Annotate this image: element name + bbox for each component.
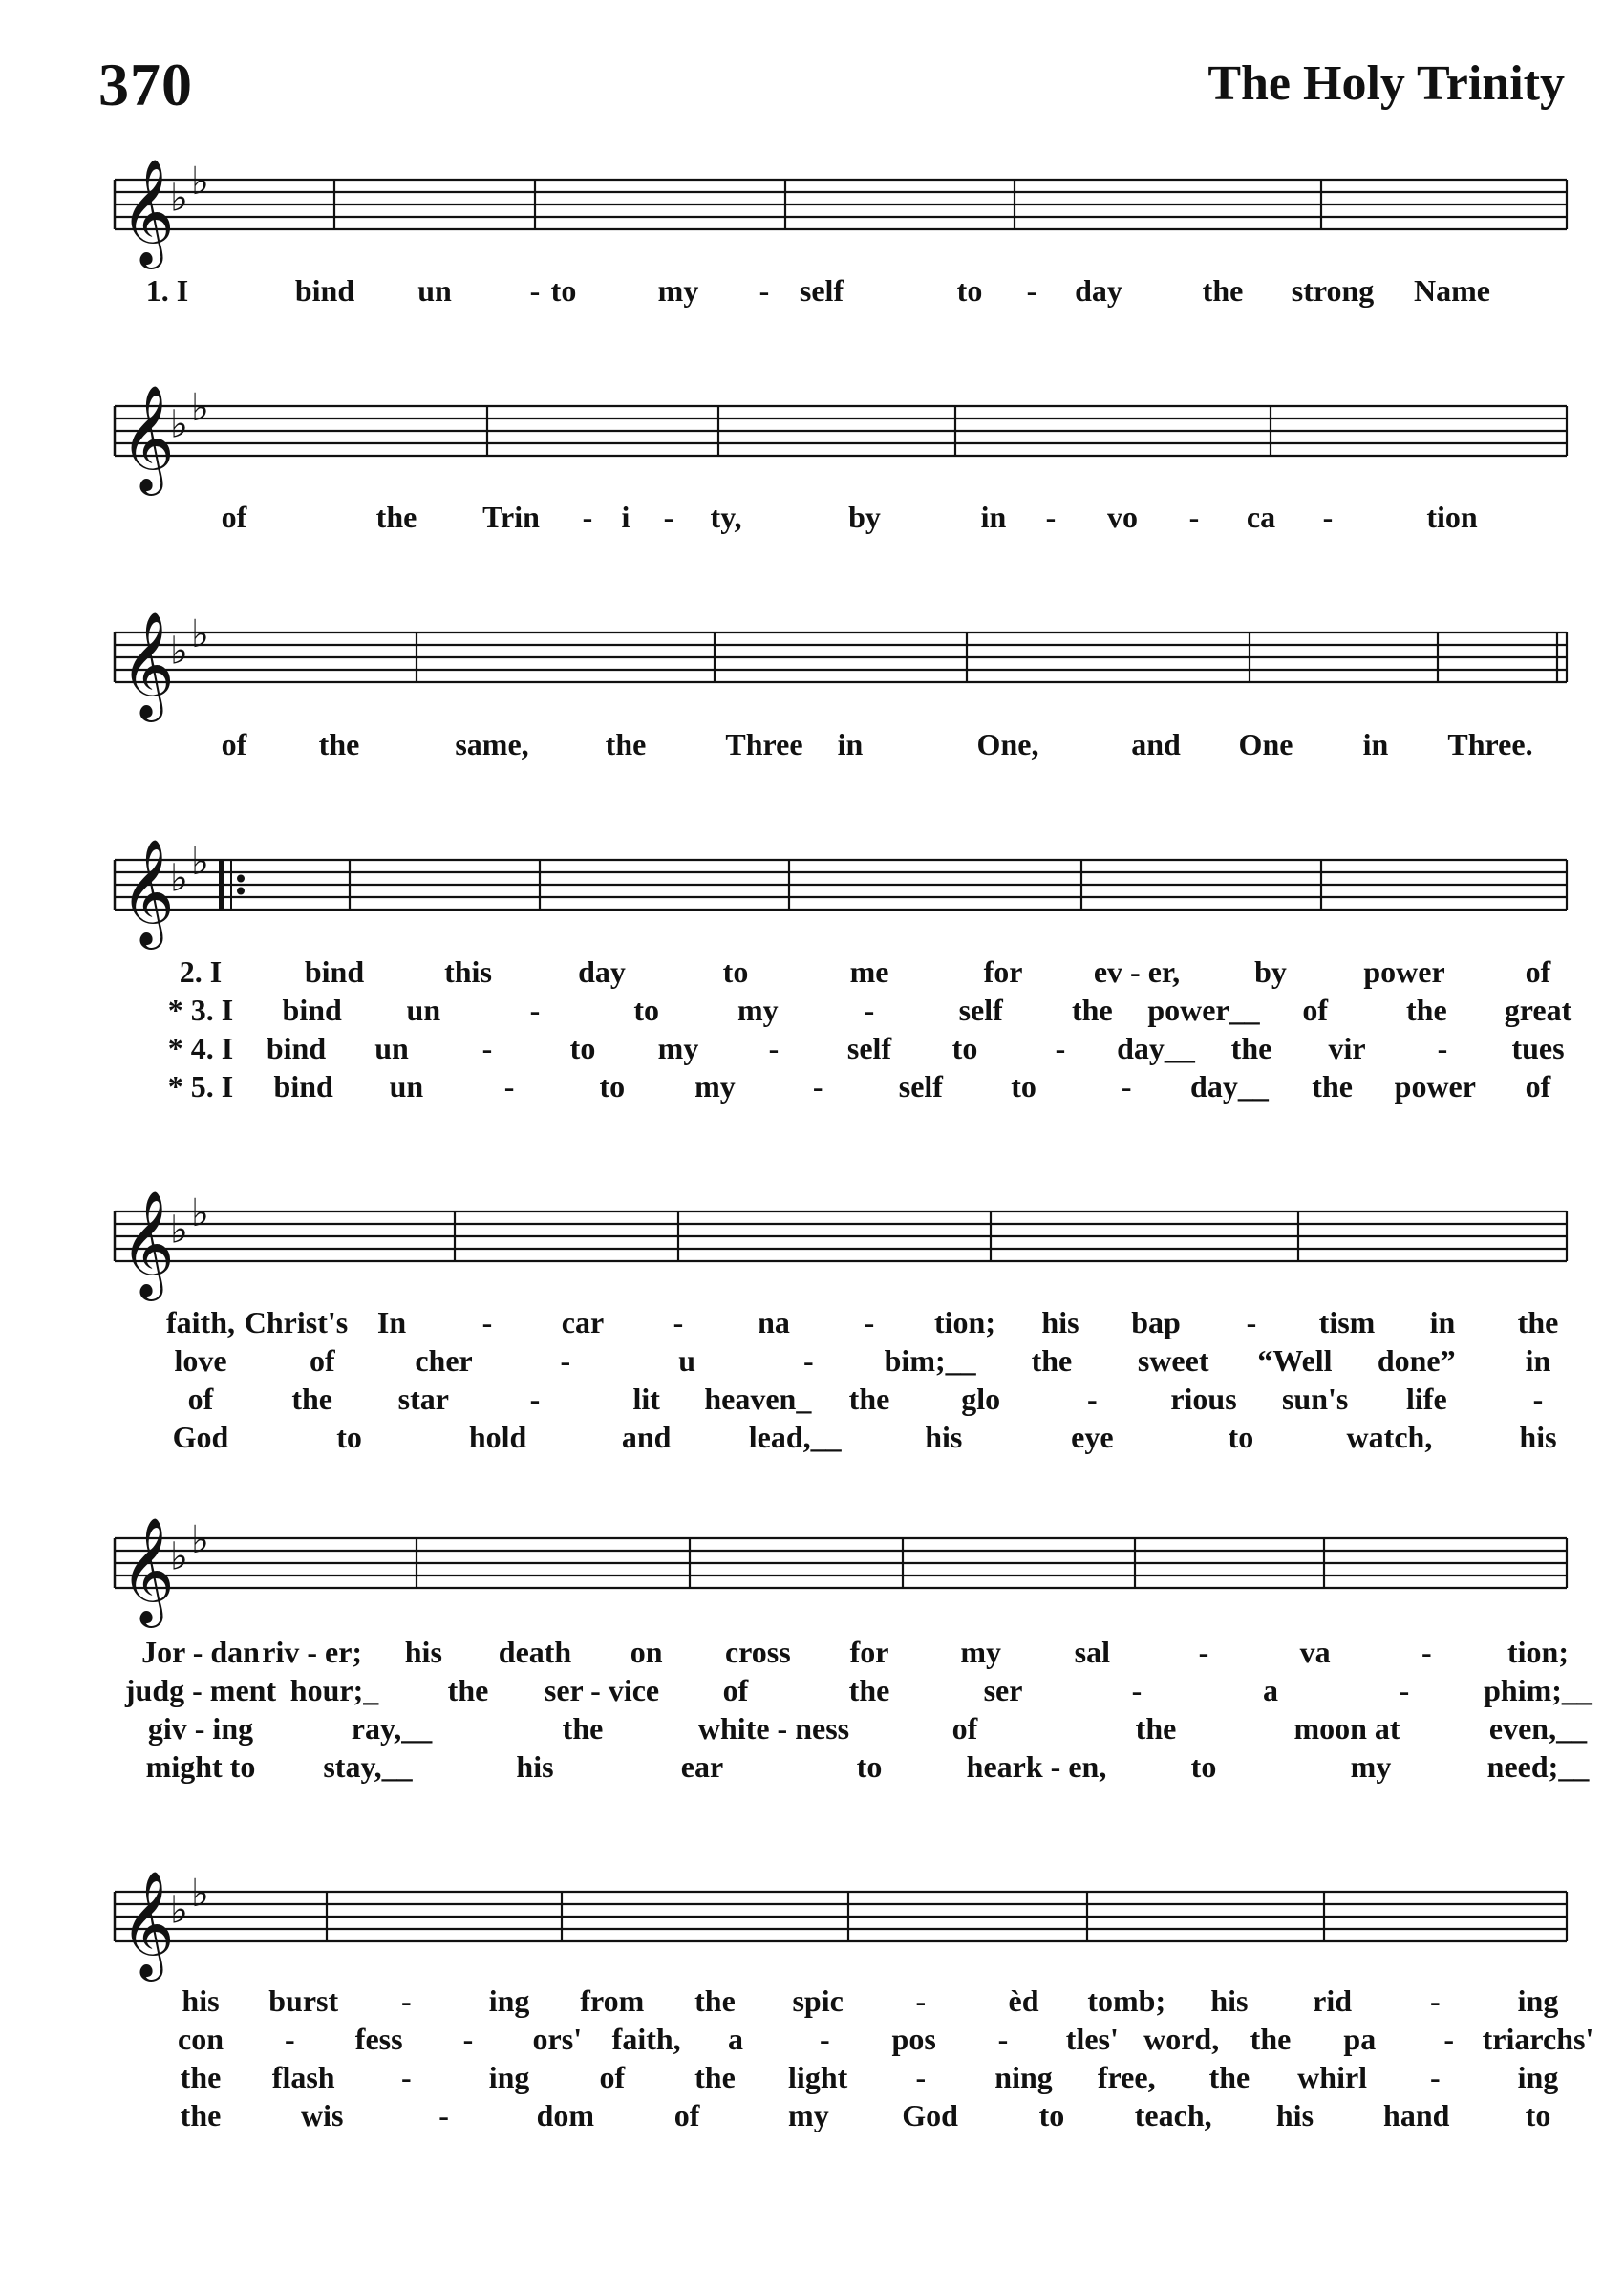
lyric-syllable: ing [1517, 2060, 1559, 2094]
lyric-syllable: my [694, 1069, 736, 1104]
lyric-syllable: in [837, 727, 864, 761]
lyric-syllable: - [1087, 1382, 1098, 1416]
flat-icon: ♭ [170, 176, 188, 221]
lyric-syllable: - [462, 2022, 474, 2056]
lyric-syllable: - [401, 1983, 412, 2018]
lyric-syllable: to [951, 1031, 978, 1065]
lyric-syllable: faith, [611, 2022, 681, 2056]
lyric-syllable: the [1031, 1343, 1073, 1378]
lyric-syllable: his [1041, 1305, 1079, 1339]
lyric-syllable: in [980, 500, 1007, 534]
repeat-dot [237, 875, 245, 883]
lyric-syllable: to [1011, 1069, 1036, 1104]
lyric-syllable: sweet [1137, 1343, 1209, 1378]
lyric-syllable: watch, [1346, 1420, 1433, 1454]
lyric-syllable: to [599, 1069, 626, 1104]
lyric-syllable: death [498, 1635, 572, 1669]
lyric-syllable: - [864, 993, 875, 1027]
lyric-syllable: moon at [1293, 1711, 1400, 1746]
staff-system [115, 1189, 1567, 1301]
lyric-syllable: i [621, 500, 630, 534]
lyric-syllable: un [389, 1069, 424, 1104]
lyric-syllable: Jor - dan [141, 1635, 260, 1669]
lyric-syllable: me [849, 954, 889, 989]
lyric-syllable: to [856, 1749, 883, 1784]
lyric-syllable: the [1312, 1069, 1353, 1104]
lyric-syllable: spic [792, 1983, 844, 2018]
lyric-syllable: love [174, 1343, 227, 1378]
treble-clef-icon: 𝄞 [120, 1189, 175, 1297]
lyric-syllable: day [578, 954, 626, 989]
lyric-syllable: heaven_ [704, 1382, 812, 1416]
lyric-syllable: 2. I [179, 954, 223, 989]
lyric-syllable: 1. I [145, 273, 189, 308]
lyric-syllable: need;__ [1486, 1749, 1590, 1784]
lyric-syllable: of [1525, 954, 1551, 989]
lyric-syllable: day__ [1190, 1069, 1269, 1104]
flat-icon: ♭ [191, 1518, 209, 1562]
treble-clef-icon: 𝄞 [120, 611, 175, 718]
lyric-syllable: the [180, 2060, 222, 2094]
lyric-syllable: bind [294, 273, 355, 308]
lyric-syllable: - [1198, 1635, 1209, 1669]
lyric-syllable: - [1399, 1673, 1410, 1707]
lyric-syllable: the [1208, 2060, 1250, 2094]
lyric-syllable: the [375, 500, 417, 534]
lyric-syllable: day [1075, 273, 1122, 308]
staff-system [115, 1516, 1567, 1628]
lyric-syllable: vo [1107, 500, 1138, 534]
lyric-syllable: the [694, 2060, 736, 2094]
lyric-syllable: cher [415, 1343, 473, 1378]
lyric-syllable: * 4. I [167, 1031, 234, 1065]
lyric-syllable: to [633, 993, 659, 1027]
lyric-syllable: whirl [1297, 2060, 1368, 2094]
lyric-syllable: - [663, 500, 674, 534]
lyric-syllable: - [1322, 500, 1334, 534]
staff-system [115, 384, 1567, 496]
lyric-syllable: - [503, 1069, 515, 1104]
lyric-syllable: God [902, 2098, 958, 2132]
lyric-syllable: Three [725, 727, 803, 761]
lyric-syllable: his [925, 1420, 963, 1454]
lyric-syllable: to [569, 1031, 596, 1065]
lyric-syllable: his [404, 1635, 442, 1669]
lyric-syllable: to [1190, 1749, 1217, 1784]
lyric-syllable: heark - en, [966, 1749, 1107, 1784]
lyric-syllable: - [1421, 1635, 1432, 1669]
lyric-syllable: ing [1517, 1983, 1559, 2018]
lyric-syllable: light [788, 2060, 848, 2094]
flat-icon: ♭ [170, 1534, 188, 1579]
treble-clef-icon: 𝄞 [120, 1870, 175, 1977]
lyric-syllable: - [1532, 1382, 1544, 1416]
lyric-syllable: èd [1008, 1983, 1039, 2018]
lyric-syllable: life [1406, 1382, 1447, 1416]
lyric-syllable: In [376, 1305, 407, 1339]
staff-system [115, 611, 1567, 722]
lyric-syllable: glo [961, 1382, 1001, 1416]
page-number: 370 [98, 51, 193, 118]
lyric-syllable: the [1406, 993, 1447, 1027]
lyric-syllable: cross [724, 1635, 791, 1669]
lyric-syllable: the [1250, 2022, 1292, 2056]
lyric-syllable: my [788, 2098, 829, 2132]
lyric-syllable: the [1517, 1305, 1559, 1339]
treble-clef-icon: 𝄞 [120, 158, 175, 265]
lyric-syllable: - [1429, 1983, 1441, 2018]
staff-system [115, 1870, 1567, 1982]
lyric-syllable: on [630, 1635, 663, 1669]
lyric-syllable: triarchs' [1482, 2022, 1594, 2056]
lyric-syllable: - [1188, 500, 1200, 534]
lyric-syllable: might to [145, 1749, 256, 1784]
lyric-syllable: my [657, 273, 699, 308]
treble-clef-icon: 𝄞 [120, 384, 175, 491]
lyric-syllable: ors' [532, 2022, 583, 2056]
lyric-syllable: ca [1246, 500, 1276, 534]
lyric-syllable: vir [1328, 1031, 1366, 1065]
lyric-syllable: con [178, 2022, 224, 2056]
lyric-syllable: Christ's [244, 1305, 349, 1339]
lyric-syllable: - [1246, 1305, 1257, 1339]
lyric-syllable: pos [891, 2022, 936, 2056]
flat-icon: ♭ [191, 1191, 209, 1235]
lyric-syllable: - [673, 1305, 684, 1339]
lyric-syllable: the [694, 1983, 736, 2018]
lyric-syllable: for [983, 954, 1023, 989]
lyric-syllable: of [187, 1382, 214, 1416]
flat-icon: ♭ [170, 402, 188, 447]
lyric-syllable: in [1525, 1343, 1551, 1378]
lyric-syllable: Trin [482, 500, 540, 534]
lyric-syllable: hand [1383, 2098, 1450, 2132]
lyric-syllable: - [481, 1305, 493, 1339]
lyric-syllable: self [799, 273, 844, 308]
lyric-syllable: my [960, 1635, 1001, 1669]
lyric-syllable: tomb; [1087, 1983, 1166, 2018]
lyric-syllable: - [1443, 2022, 1454, 2056]
lyric-syllable: to [1228, 1420, 1254, 1454]
lyric-syllable: phim;__ [1484, 1673, 1592, 1707]
lyric-syllable: done” [1377, 1343, 1456, 1378]
lyric-syllable: dom [536, 2098, 595, 2132]
lyric-syllable: pa [1343, 2022, 1377, 2056]
lyric-syllable: strong [1291, 273, 1375, 308]
lyric-syllable: riv - er; [262, 1635, 363, 1669]
lyric-syllable: - [1429, 2060, 1441, 2094]
lyric-syllable: - [1121, 1069, 1132, 1104]
lyric-syllable: to [1525, 2098, 1551, 2132]
lyric-syllable: sun's [1281, 1382, 1349, 1416]
lyric-syllable: - [997, 2022, 1009, 2056]
lyric-syllable: by [848, 500, 881, 534]
lyric-syllable: u [678, 1343, 695, 1378]
lyric-syllable: my [1350, 1749, 1392, 1784]
lyric-syllable: - [864, 1305, 875, 1339]
lyric-syllable: ser [983, 1673, 1023, 1707]
lyric-syllable: * 3. I [167, 993, 234, 1027]
lyric-syllable: - [529, 993, 541, 1027]
lyric-syllable: lit [632, 1382, 660, 1416]
lyric-syllable: my [737, 993, 779, 1027]
lyric-syllable: - [915, 2060, 927, 2094]
lyric-syllable: of [221, 500, 247, 534]
lyric-syllable: tion [1426, 500, 1478, 534]
lyric-syllable: bind [304, 954, 365, 989]
lyric-syllable: in [1362, 727, 1389, 761]
lyric-syllable: of [599, 2060, 626, 2094]
lyric-syllable: ev - er, [1093, 954, 1181, 989]
lyric-syllable: star [397, 1382, 449, 1416]
lyric-syllable: his [182, 1983, 220, 2018]
lyric-syllable: great [1504, 993, 1572, 1027]
flat-icon: ♭ [191, 840, 209, 884]
lyric-syllable: his [1210, 1983, 1249, 2018]
lyric-syllable: of [722, 1673, 749, 1707]
lyric-syllable: tism [1318, 1305, 1376, 1339]
lyric-syllable: - [915, 1983, 927, 2018]
lyric-syllable: to [550, 273, 577, 308]
lyric-syllable: wis [301, 2098, 344, 2132]
lyric-syllable: - [529, 1382, 541, 1416]
lyric-syllable: - [803, 1343, 814, 1378]
lyric-syllable: - [1437, 1031, 1448, 1065]
lyric-syllable: the [1230, 1031, 1272, 1065]
lyric-syllable: white - ness [697, 1711, 850, 1746]
lyric-syllable: un [374, 1031, 409, 1065]
lyric-syllable: - [401, 2060, 412, 2094]
lyric-syllable: ing [488, 1983, 530, 2018]
lyric-syllable: - [812, 1069, 823, 1104]
lyric-syllable: self [958, 993, 1003, 1027]
lyric-syllable: the [562, 1711, 604, 1746]
flat-icon: ♭ [191, 1872, 209, 1916]
lyric-syllable: in [1429, 1305, 1456, 1339]
lyric-syllable: un [406, 993, 441, 1027]
lyric-syllable: - [759, 273, 770, 308]
lyric-syllable: of [309, 1343, 335, 1378]
lyric-syllable: the [1202, 273, 1244, 308]
lyric-syllable: even,__ [1488, 1711, 1588, 1746]
lyric-syllable: my [657, 1031, 699, 1065]
lyric-syllable: of [1302, 993, 1328, 1027]
lyric-syllable: - [1055, 1031, 1066, 1065]
lyric-syllable: sal [1074, 1635, 1111, 1669]
lyric-syllable: the [848, 1673, 890, 1707]
lyric-syllable: - [529, 273, 541, 308]
lyric-syllable: the [180, 2098, 222, 2132]
lyric-syllable: the [318, 727, 360, 761]
lyric-syllable: the [1072, 993, 1113, 1027]
lyric-syllable: teach, [1134, 2098, 1212, 2132]
lyric-syllable: - [438, 2098, 449, 2132]
treble-clef-icon: 𝄞 [120, 1516, 175, 1623]
lyric-syllable: bim;__ [884, 1343, 976, 1378]
lyric-syllable: his [1519, 1420, 1557, 1454]
lyric-syllable: free, [1097, 2060, 1156, 2094]
flat-icon: ♭ [170, 1888, 188, 1933]
lyric-syllable: self [898, 1069, 943, 1104]
lyric-syllable: flash [271, 2060, 335, 2094]
lyric-syllable: for [849, 1635, 889, 1669]
lyric-syllable: ty, [710, 500, 742, 534]
lyric-syllable: the [447, 1673, 489, 1707]
lyric-syllable: rid [1313, 1983, 1353, 2018]
lyric-syllable: the [605, 727, 647, 761]
lyric-syllable: power [1363, 954, 1445, 989]
repeat-dot [237, 888, 245, 895]
lyric-syllable: One [1238, 727, 1293, 761]
lyric-syllable: of [673, 2098, 700, 2132]
lyric-syllable: ser - vice [544, 1673, 660, 1707]
lyric-syllable: and [621, 1420, 672, 1454]
lyric-syllable: burst [268, 1983, 339, 2018]
lyric-syllable: word, [1143, 2022, 1220, 2056]
lyric-syllable: to [1038, 2098, 1065, 2132]
lyric-syllable: a [728, 2022, 743, 2056]
lyric-syllable: his [516, 1749, 554, 1784]
flat-icon: ♭ [191, 386, 209, 430]
lyric-syllable: the [291, 1382, 332, 1416]
lyric-syllable: hour;_ [289, 1673, 379, 1707]
lyric-syllable: same, [455, 727, 529, 761]
lyric-syllable: self [846, 1031, 892, 1065]
lyric-syllable: - [768, 1031, 780, 1065]
lyric-syllable: eye [1071, 1420, 1114, 1454]
lyric-syllable: his [1275, 2098, 1314, 2132]
lyric-syllable: - [481, 1031, 493, 1065]
lyric-syllable: ear [680, 1749, 724, 1784]
lyric-syllable: un [417, 273, 452, 308]
lyric-syllable: Three. [1447, 727, 1533, 761]
lyric-syllable: - [560, 1343, 571, 1378]
lyric-syllable: to [956, 273, 983, 308]
lyric-syllable: faith, [166, 1305, 235, 1339]
lyric-syllable: a [1263, 1673, 1278, 1707]
lyric-syllable: day__ [1117, 1031, 1195, 1065]
lyric-syllable: rious [1170, 1382, 1237, 1416]
lyric-syllable: - [1026, 273, 1037, 308]
flat-icon: ♭ [191, 160, 209, 204]
lyric-syllable: tion; [1507, 1635, 1569, 1669]
lyric-syllable: and [1131, 727, 1181, 761]
lyric-syllable: tion; [934, 1305, 995, 1339]
lyric-syllable: tles' [1065, 2022, 1119, 2056]
lyric-syllable: lead,__ [748, 1420, 842, 1454]
lyric-syllable: bind [273, 1069, 333, 1104]
lyric-syllable: judg - ment [124, 1673, 277, 1707]
flat-icon: ♭ [191, 612, 209, 656]
lyric-syllable: to [722, 954, 749, 989]
lyric-syllable: - [1045, 500, 1057, 534]
treble-clef-icon: 𝄞 [120, 838, 175, 945]
lyric-syllable: power [1394, 1069, 1476, 1104]
lyric-syllable: va [1299, 1635, 1331, 1669]
lyric-syllable: car [561, 1305, 605, 1339]
lyric-syllable: to [336, 1420, 362, 1454]
lyric-syllable: hold [468, 1420, 527, 1454]
lyric-syllable: - [582, 500, 593, 534]
lyric-syllable: One, [976, 727, 1039, 761]
lyric-syllable: ning [994, 2060, 1053, 2094]
staff-system [115, 838, 1567, 950]
lyric-syllable: bind [266, 1031, 327, 1065]
flat-icon: ♭ [170, 629, 188, 674]
lyric-syllable: power__ [1147, 993, 1260, 1027]
lyric-syllable: ray,__ [351, 1711, 433, 1746]
lyric-syllable: fess [354, 2022, 403, 2056]
lyric-syllable: - [1131, 1673, 1143, 1707]
lyric-syllable: God [172, 1420, 229, 1454]
lyric-syllable: stay,__ [323, 1749, 413, 1784]
lyric-syllable: bind [282, 993, 342, 1027]
lyric-syllable: the [848, 1382, 890, 1416]
lyric-syllable: of [951, 1711, 978, 1746]
lyric-syllable: of [1525, 1069, 1551, 1104]
lyric-syllable: bap [1131, 1305, 1181, 1339]
staff-system [115, 158, 1567, 269]
lyric-syllable: of [221, 727, 247, 761]
lyric-syllable: giv - ing [147, 1711, 254, 1746]
lyric-syllable: this [444, 954, 492, 989]
lyric-syllable: - [285, 2022, 295, 2056]
lyric-syllable: Name [1414, 273, 1490, 308]
lyric-syllable: - [820, 2022, 830, 2056]
lyric-syllable: ing [488, 2060, 530, 2094]
lyric-syllable: * 5. I [167, 1069, 234, 1104]
lyric-syllable: na [758, 1305, 790, 1339]
lyric-syllable: “Well [1257, 1343, 1333, 1378]
lyric-syllable: by [1254, 954, 1287, 989]
lyric-syllable: the [1135, 1711, 1177, 1746]
flat-icon: ♭ [170, 1208, 188, 1253]
flat-icon: ♭ [170, 856, 188, 901]
lyric-syllable: tues [1511, 1031, 1565, 1065]
lyric-syllable: from [580, 1983, 645, 2018]
page-title: The Holy Trinity [1207, 56, 1565, 111]
